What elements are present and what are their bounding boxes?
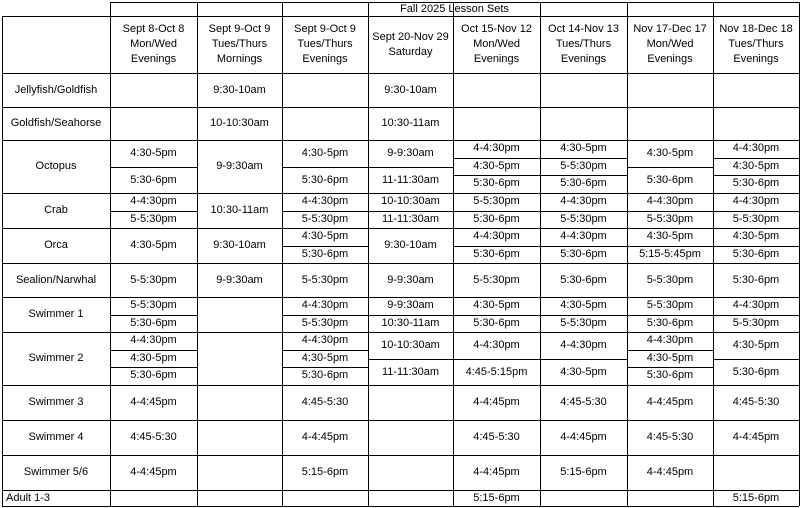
level-label: Octopus [35,160,77,172]
time-slot: 4:30-5pm [560,299,607,311]
level-label: Goldfish/Seahorse [10,117,102,129]
column-header-line: Evenings [733,53,779,65]
time-slot: 4:45-5:30 [301,396,349,408]
time-slot: 4:30-5pm [301,147,349,159]
level-label: Sealion/Narwhal [15,274,97,286]
column-header-line: Saturday [388,45,433,58]
time-slot: 5-5:30pm [130,274,177,286]
time-slot: 4-4:45pm [646,466,694,478]
time-slot: 5:30-6pm [732,247,780,260]
time-slot: 5-5:30pm [646,212,694,225]
time-slot: 9:30-10am [213,239,266,251]
level-label: Swimmer 1 [28,308,84,320]
column-header-line: Tues/Thurs [555,38,612,50]
time-slot: 9:30-10am [384,84,437,96]
column-header-line: Sept 9-Oct 9 [208,23,271,35]
time-slot: 5:30-6pm [473,212,520,225]
time-slot: 5:30-6pm [301,173,349,186]
time-slot: 5:30-6pm [560,247,607,260]
level-label: Swimmer 2 [28,352,84,364]
level-label: Swimmer 4 [28,431,84,443]
time-slot: 5-5:30pm [646,274,694,286]
time-slot: 4:30-5pm [732,159,780,172]
time-slot: 4-4:30pm [473,339,520,351]
time-slot: 4-4:30pm [732,195,780,207]
time-slot: 4:30-5pm [732,339,780,351]
time-slot: 5:30-6pm [560,177,607,190]
time-slot: 5-5:30pm [301,316,349,329]
time-slot: 5-5:30pm [473,195,520,207]
time-slot: 5-5:30pm [560,159,607,172]
time-slot: 5:15-6pm [732,492,780,504]
time-slot: 5-5:30pm [130,212,177,225]
time-slot: 4-4:30pm [646,334,694,346]
time-slot: 5:30-6pm [473,177,520,190]
time-slot: 9-9:30am [387,299,434,311]
time-slot: 5-5:30pm [130,299,177,311]
time-slot: 4:30-5pm [301,230,349,242]
time-slot: 9-9:30am [387,147,434,159]
level-label: Jellyfish/Goldfish [14,84,98,96]
column-header-line: Mon/Wed [130,38,177,50]
time-slot: 4-4:45pm [560,431,607,443]
column-header-line: Evenings [130,53,177,65]
column-header-line: Oct 15-Nov 12 [461,23,532,35]
column-header-line: Evenings [647,53,693,65]
time-slot: 4-4:45pm [473,466,520,478]
time-slot: 5:30-6pm [130,173,177,186]
time-slot: 5:30-6pm [646,369,694,382]
time-slot: 4:45-5:15pm [465,365,528,378]
level-label: Adult 1-3 [6,492,51,504]
time-slot: 5-5:30pm [560,316,607,329]
time-slot: 4:30-5pm [646,147,694,159]
time-slot: 4:45-5:30 [130,431,177,443]
time-slot: 5:30-6pm [646,316,694,329]
column-header-line: Tues/Thurs [211,38,268,50]
time-slot: 5:15-6pm [473,492,520,504]
time-slot: 5:15-6pm [301,466,349,478]
time-slot: 4:30-5pm [646,351,694,364]
time-slot: 5:15-5:45pm [639,247,701,260]
column-header-line: Evenings [560,53,607,65]
level-label: Crab [44,204,68,216]
time-slot: 10:30-11am [210,204,269,216]
time-slot: 4-4:30pm [732,299,780,311]
time-slot: 4:30-5pm [560,142,607,154]
time-slot: 4:45-5:30 [473,431,520,443]
time-slot: 5-5:30pm [732,212,780,225]
time-slot: 4-4:30pm [130,195,177,207]
time-slot: 5:30-6pm [301,247,349,260]
time-slot: 5:15-6pm [560,466,607,478]
column-header-line: Oct 14-Nov 13 [548,23,619,35]
time-slot: 4:30-5pm [473,159,520,172]
time-slot: 11-11:30am [381,365,440,378]
column-header-line: Sept 8-Oct 8 [122,23,185,35]
time-slot: 4:45-5:30 [560,396,607,408]
time-slot: 10-10:30am [381,339,440,351]
column-header-line: Nov 17-Dec 17 [633,23,707,35]
time-slot: 4-4:30pm [560,195,607,207]
time-slot: 5:30-6pm [560,274,607,286]
time-slot: 5:30-6pm [130,316,177,329]
column-header-line: Sept 20-Nov 29 [372,30,449,43]
time-slot: 9:30-10am [384,239,437,251]
time-slot: 9:30-10am [213,84,266,96]
time-slot: 4-4:45pm [130,396,177,408]
column-header-line: Evenings [473,53,520,65]
column-header-line: Mornings [216,53,263,65]
time-slot: 4-4:45pm [130,466,177,478]
time-slot: 11-11:30am [381,173,440,186]
time-slot: 5:30-6pm [130,369,177,382]
time-slot: 5-5:30pm [646,299,694,311]
time-slot: 4:30-5pm [130,351,177,364]
time-slot: 4:30-5pm [560,365,607,378]
time-slot: 4-4:30pm [473,230,520,242]
column-header-line: Sept 9-Oct 9 [294,23,356,35]
time-slot: 5:30-6pm [473,316,520,329]
time-slot: 4-4:30pm [130,334,177,346]
time-slot: 9-9:30am [216,274,263,286]
time-slot: 4:45-5:30 [646,431,694,443]
time-slot: 4:30-5pm [646,230,694,242]
time-slot: 5-5:30pm [732,316,780,329]
time-slot: 9-9:30am [216,160,263,172]
time-slot: 4-4:45pm [646,396,694,408]
time-slot: 4-4:30pm [301,334,349,346]
time-slot: 4-4:30pm [732,142,780,154]
time-slot: 4-4:30pm [473,142,520,154]
time-slot: 5-5:30pm [301,274,349,286]
time-slot: 5-5:30pm [473,274,520,286]
time-slot: 4-4:30pm [301,195,349,207]
time-slot: 9-9:30am [387,274,434,286]
column-header-line: Tues/Thurs [728,38,784,50]
table-title: Fall 2025 Lesson Sets [400,3,509,15]
time-slot: 10-10:30am [210,117,269,129]
time-slot: 4:30-5pm [130,239,177,251]
time-slot: 5:30-6pm [732,274,780,286]
column-header-line: Mon/Wed [473,38,520,50]
level-label: Swimmer 3 [28,396,84,408]
column-header-line: Mon/Wed [646,38,694,50]
time-slot: 4-4:30pm [301,299,349,311]
column-header-line: Evenings [302,53,348,65]
time-slot: 4:30-5pm [301,351,349,364]
level-label: Swimmer 5/6 [23,466,89,478]
level-label: Orca [44,239,68,251]
time-slot: 10:30-11am [381,117,440,129]
column-header-line: Nov 18-Dec 18 [719,23,793,35]
time-slot: 4-4:30pm [646,195,694,207]
time-slot: 5:30-6pm [732,177,780,190]
time-slot: 4-4:30pm [560,339,607,351]
time-slot: 5-5:30pm [301,212,349,225]
time-slot: 4:30-5pm [473,299,520,311]
time-slot: 4-4:45pm [473,396,520,408]
time-slot: 5-5:30pm [560,212,607,225]
time-slot: 4-4:45pm [301,431,349,443]
time-slot: 4:30-5pm [130,147,177,159]
time-slot: 4-4:45pm [732,431,780,443]
time-slot: 11-11:30am [381,212,440,225]
time-slot: 5:30-6pm [646,173,694,186]
time-slot: 4:30-5pm [732,230,780,242]
time-slot: 10:30-11am [381,316,440,329]
time-slot: 4:45-5:30 [732,396,780,408]
time-slot: 4-4:30pm [560,230,607,242]
time-slot: 5:30-6pm [732,365,780,378]
time-slot: 5:30-6pm [301,369,349,382]
column-header-line: Tues/Thurs [297,38,353,50]
time-slot: 10-10:30am [381,195,440,207]
time-slot: 5:30-6pm [473,247,520,260]
